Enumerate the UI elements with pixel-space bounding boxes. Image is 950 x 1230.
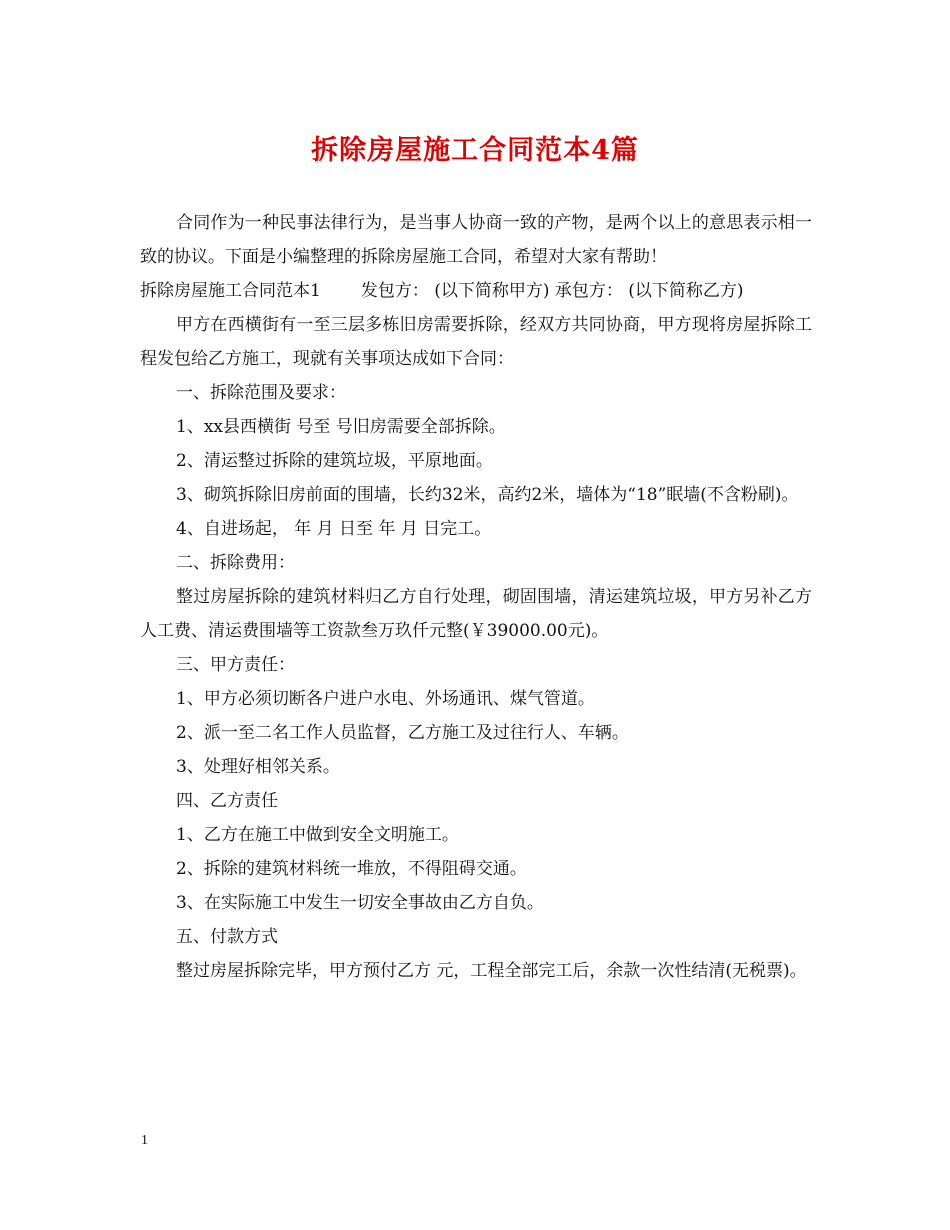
contract-parties: 发包方： (以下简称甲方) 承包方： (以下简称乙方) bbox=[360, 281, 744, 301]
section-heading: 二、拆除费用： bbox=[176, 553, 295, 573]
paragraph: 整过房屋拆除完毕，甲方预付乙方 元，工程全部完工后，余款一次性结清(无税票)。 bbox=[176, 961, 807, 981]
paragraph: 1、乙方在施工中做到安全文明施工。 bbox=[176, 825, 459, 845]
paragraph: 3、砌筑拆除旧房前面的围墙，长约32米，高约2米，墙体为“18”眠墙(不含粉刷)。 bbox=[176, 485, 799, 505]
paragraph: 整过房屋拆除的建筑材料归乙方自行处理，砌固围墙，清运建筑垃圾，甲方另补乙方人工费、清运费围墙等工资款叁万玖仟元整(￥39000.00元)。 bbox=[140, 587, 812, 641]
paragraph: 4、自进场起， 年 月 日至 年 月 日完工。 bbox=[176, 519, 492, 539]
paragraph: 1、甲方必须切断各户进户水电、外场通讯、煤气管道。 bbox=[176, 689, 595, 709]
paragraph: 1、xx县西横街 号至 号旧房需要全部拆除。 bbox=[176, 417, 506, 437]
paragraph: 3、在实际施工中发生一切安全事故由乙方自负。 bbox=[176, 893, 544, 913]
paragraph: 2、清运整过拆除的建筑垃圾，平原地面。 bbox=[176, 451, 493, 471]
paragraph: 3、处理好相邻关系。 bbox=[176, 757, 340, 777]
section-heading: 一、拆除范围及要求： bbox=[176, 383, 346, 403]
paragraph: 甲方在西横街有一至三层多栋旧房需要拆除，经双方共同协商，甲方现将房屋拆除工程发包给乙方施工，现就有关事项达成如下合同： bbox=[140, 315, 812, 369]
section-heading: 五、付款方式 bbox=[176, 927, 278, 947]
page-number: 1 bbox=[141, 1133, 148, 1148]
intro-paragraph: 合同作为一种民事法律行为，是当事人协商一致的产物，是两个以上的意思表示相一致的协议。下面是小编整理的拆除房屋施工合同，希望对大家有帮助！ bbox=[140, 213, 812, 267]
document-body bbox=[140, 206, 812, 988]
paragraph: 2、派一至二名工作人员监督，乙方施工及过往行人、车辆。 bbox=[176, 723, 629, 743]
paragraph: 2、拆除的建筑材料统一堆放，不得阻碍交通。 bbox=[176, 859, 527, 879]
section-heading: 四、乙方责任 bbox=[176, 791, 278, 811]
section-heading: 三、甲方责任： bbox=[176, 655, 295, 675]
document-title: 拆除房屋施工合同范本4篇 bbox=[311, 135, 639, 166]
contract-name: 拆除房屋施工合同范本1 bbox=[140, 281, 321, 301]
contract-header-line bbox=[140, 274, 812, 308]
